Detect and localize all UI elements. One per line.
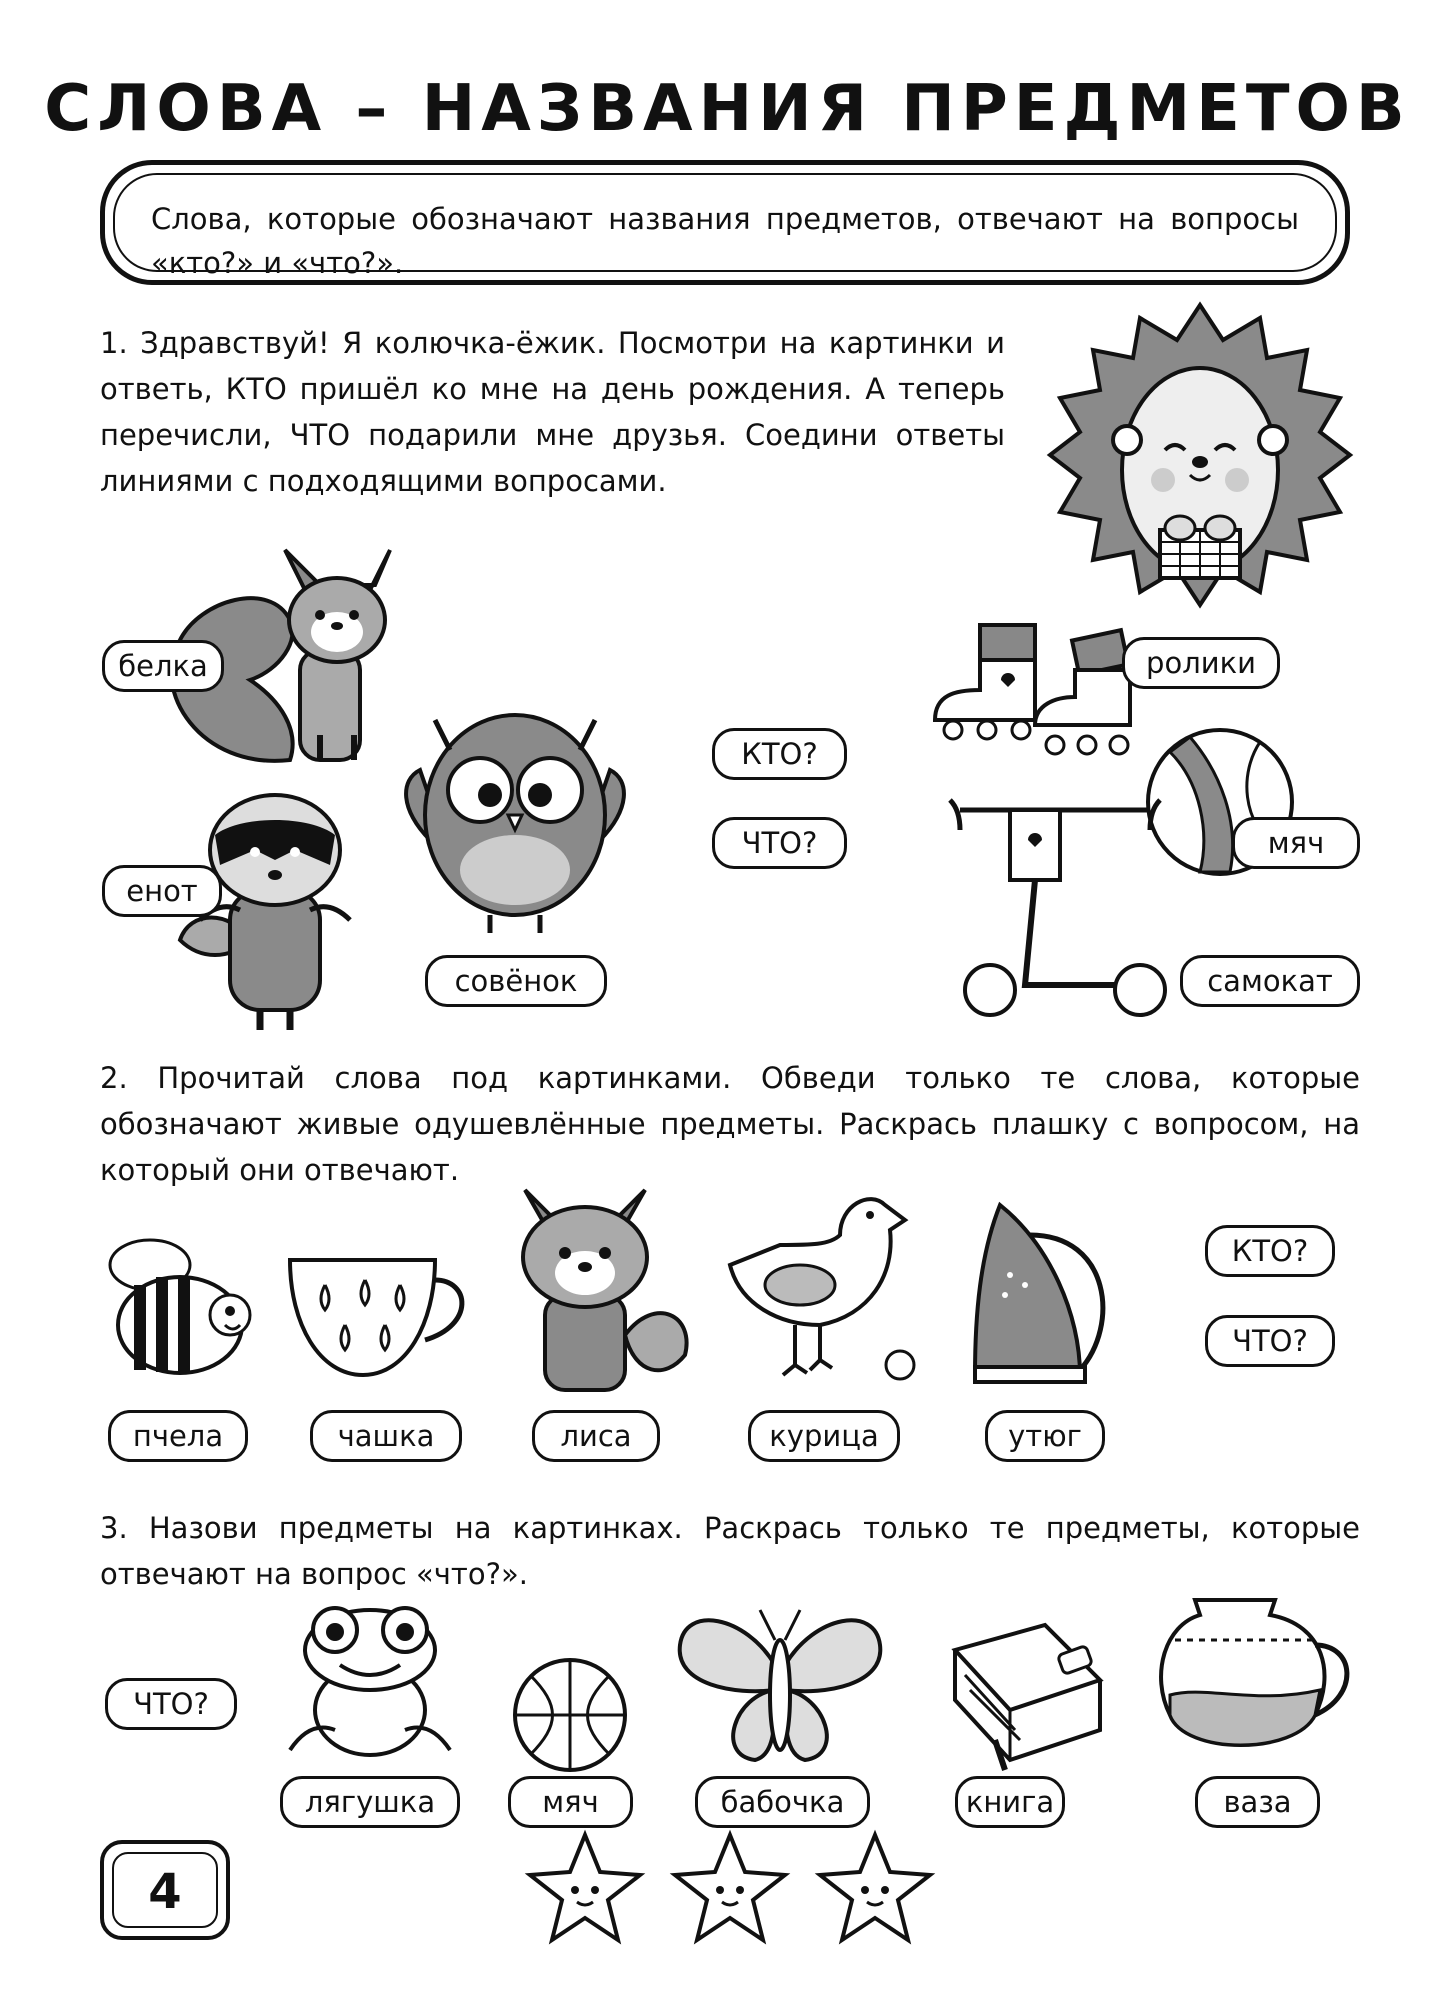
word-utyug[interactable]: утюг [985,1410,1105,1462]
cup-icon [285,1255,485,1385]
scooter-icon [940,795,1170,1030]
frog-icon [280,1600,460,1765]
word-enot[interactable]: енот [102,865,222,917]
task3-text: 3. Назови предметы на картинках. Раскрась только те предметы, которые отвечают на вопрос «что?». [100,1511,1360,1591]
task2-question-who[interactable]: КТО? [1205,1225,1335,1277]
task1-question-who[interactable]: КТО? [712,728,847,780]
word-kniga[interactable]: книга [955,1776,1065,1828]
task2-text: 2. Прочитай слова под картинками. Обведи только те слова, которые обозначают живые одушевлённые предметы. Раскрась плашку с вопросом, на который они отвечают. [100,1061,1360,1187]
rule-box [100,160,1350,285]
basketball-icon [510,1655,630,1775]
task2-question-what[interactable]: ЧТО? [1205,1315,1335,1367]
word-vaza[interactable]: ваза [1195,1776,1320,1828]
word-kuritsa[interactable]: курица [748,1410,900,1462]
word-lyagushka[interactable]: лягушка [280,1776,460,1828]
task1-text: 1. Здравствуй! Я колючка-ёжик. Посмотри на картинки и ответь, КТО пришёл ко мне на день рождения. А теперь перечисли, ЧТО подарили мне друзья. Соедини ответы линиями с подходящими вопросами. [100,326,1005,498]
word-myach-1[interactable]: мяч [1232,817,1360,869]
word-myach-2[interactable]: мяч [508,1776,633,1828]
word-babochka[interactable]: бабочка [695,1776,870,1828]
hedgehog-icon [1045,300,1355,610]
butterfly-icon [675,1605,885,1770]
page-title: СЛОВА – НАЗВАНИЯ ПРЕДМЕТОВ [44,72,1411,146]
hen-icon [720,1185,920,1390]
task1-question-what[interactable]: ЧТО? [712,817,847,869]
page-number-box [100,1840,230,1940]
bee-icon [100,1225,260,1385]
iron-icon [970,1195,1130,1390]
vase-icon [1155,1595,1355,1765]
word-belka[interactable]: белка [102,640,224,692]
task3-question-what[interactable]: ЧТО? [105,1678,237,1730]
word-chashka[interactable]: чашка [310,1410,462,1462]
book-icon [935,1620,1105,1770]
word-roliki[interactable]: ролики [1122,637,1280,689]
fox-icon [515,1185,695,1390]
word-lisa[interactable]: лиса [532,1410,660,1462]
rule-text: Слова, которые обозначают названия предметов, отвечают на вопросы «кто?» и «что?». [113,173,1337,272]
word-sovenok[interactable]: совёнок [425,955,607,1007]
word-pchela[interactable]: пчела [108,1410,248,1462]
word-samokat[interactable]: самокат [1180,955,1360,1007]
page-number: 4 [112,1852,218,1928]
star-icon [525,1830,945,1950]
owl-icon [390,690,640,940]
